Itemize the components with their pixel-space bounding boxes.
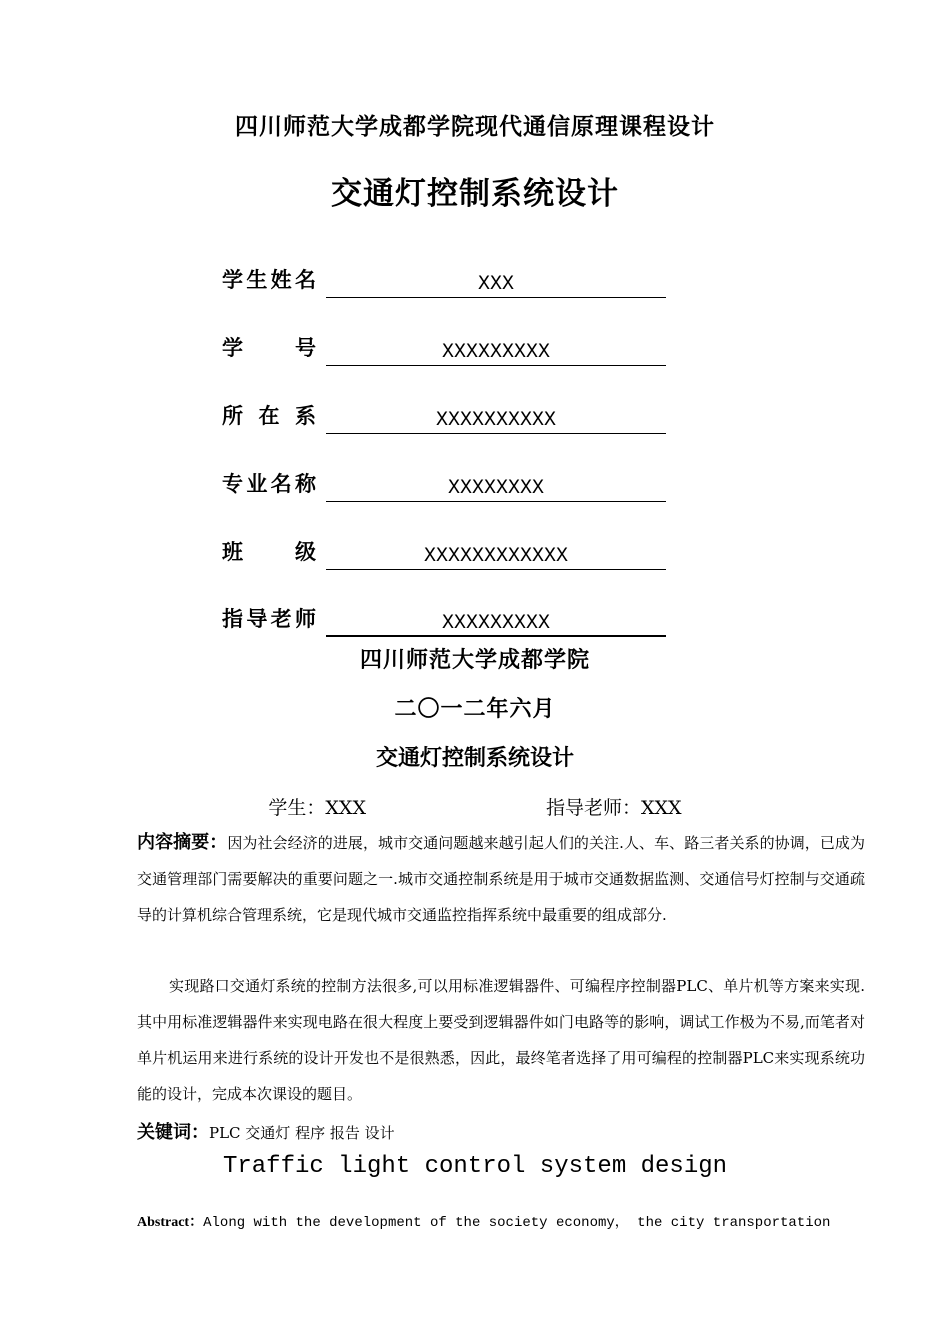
keywords-lead: 关键词： (137, 1122, 209, 1143)
keywords-line (137, 1115, 865, 1151)
field-label: 专 业 名 称 (222, 471, 316, 496)
field-student-name (222, 258, 667, 298)
student-label: 学生：XXX (268, 797, 366, 819)
field-class (222, 530, 667, 570)
advisor-label: 指导老师：XXX (546, 797, 682, 819)
english-title: Traffic light control system design (222, 1153, 728, 1180)
field-value: XXXXXXXXX (441, 341, 551, 364)
field-value: XXXXXXXXXXXX (423, 545, 569, 568)
english-abstract-lead: Abstract： (137, 1215, 204, 1230)
field-advisor (222, 597, 667, 637)
field-value: XXXXXXXX (447, 477, 544, 500)
field-label: 学 号 (222, 335, 316, 360)
byline (0, 793, 950, 820)
summary-text: 因为社会经济的进展，城市交通问题越来越引起人们的关注.人、车、路三者关系的协调，已成为交通管理部门需要解决的重要问题之一.城市交通控制系统是用于城市交通数据监测、交通信号灯控制与交通疏导的计算机综合管理系统，它是现代城市交通监控指挥系统中最重要的组成部分. (137, 834, 865, 924)
field-label: 所 在 系 (222, 403, 316, 428)
field-label: 班 级 (222, 539, 316, 564)
main-title: 交通灯控制系统设计 (331, 176, 619, 212)
summary-lead: 内容摘要： (137, 832, 228, 853)
field-value: XXXXXXXXXX (435, 409, 557, 432)
field-major (222, 462, 667, 502)
summary-paragraph-2: 实现路口交通灯系统的控制方法很多,可以用标准逻辑器件、可编程序控制器PLC、单片机等方案来实现.其中用标准逻辑器件来实现电路在很大程度上要受到逻辑器件如门电路等的影响，调试工作极为不易,而笔者对单片机运用来进行系统的设计开发也不是很熟悉，因此，最终笔者选择了用可编程的控制器PLC来实现系统功能的设计，完成本次课设的题目。 (137, 977, 865, 1103)
english-abstract (137, 1205, 865, 1241)
institute-name: 四川师范大学成都学院 (359, 647, 590, 673)
field-label: 学 生 姓 名 (222, 267, 316, 292)
field-student-id (222, 326, 667, 366)
school-header: 四川师范大学成都学院现代通信原理课程设计 (235, 113, 715, 140)
field-value: XXXXXXXXX (441, 612, 551, 635)
field-value: XXX (477, 273, 514, 296)
english-abstract-text: Along with the development of the society economy， the city transportation (203, 1215, 831, 1231)
cover-date: 二〇一二年六月 (394, 696, 556, 722)
field-department (222, 394, 667, 434)
abstract-title: 交通灯控制系统设计 (375, 746, 574, 771)
field-label: 指 导 老 师 (222, 606, 316, 631)
summary-paragraph (137, 825, 865, 933)
keywords-text: PLC 交通灯 程序 报告 设计 (209, 1124, 395, 1142)
